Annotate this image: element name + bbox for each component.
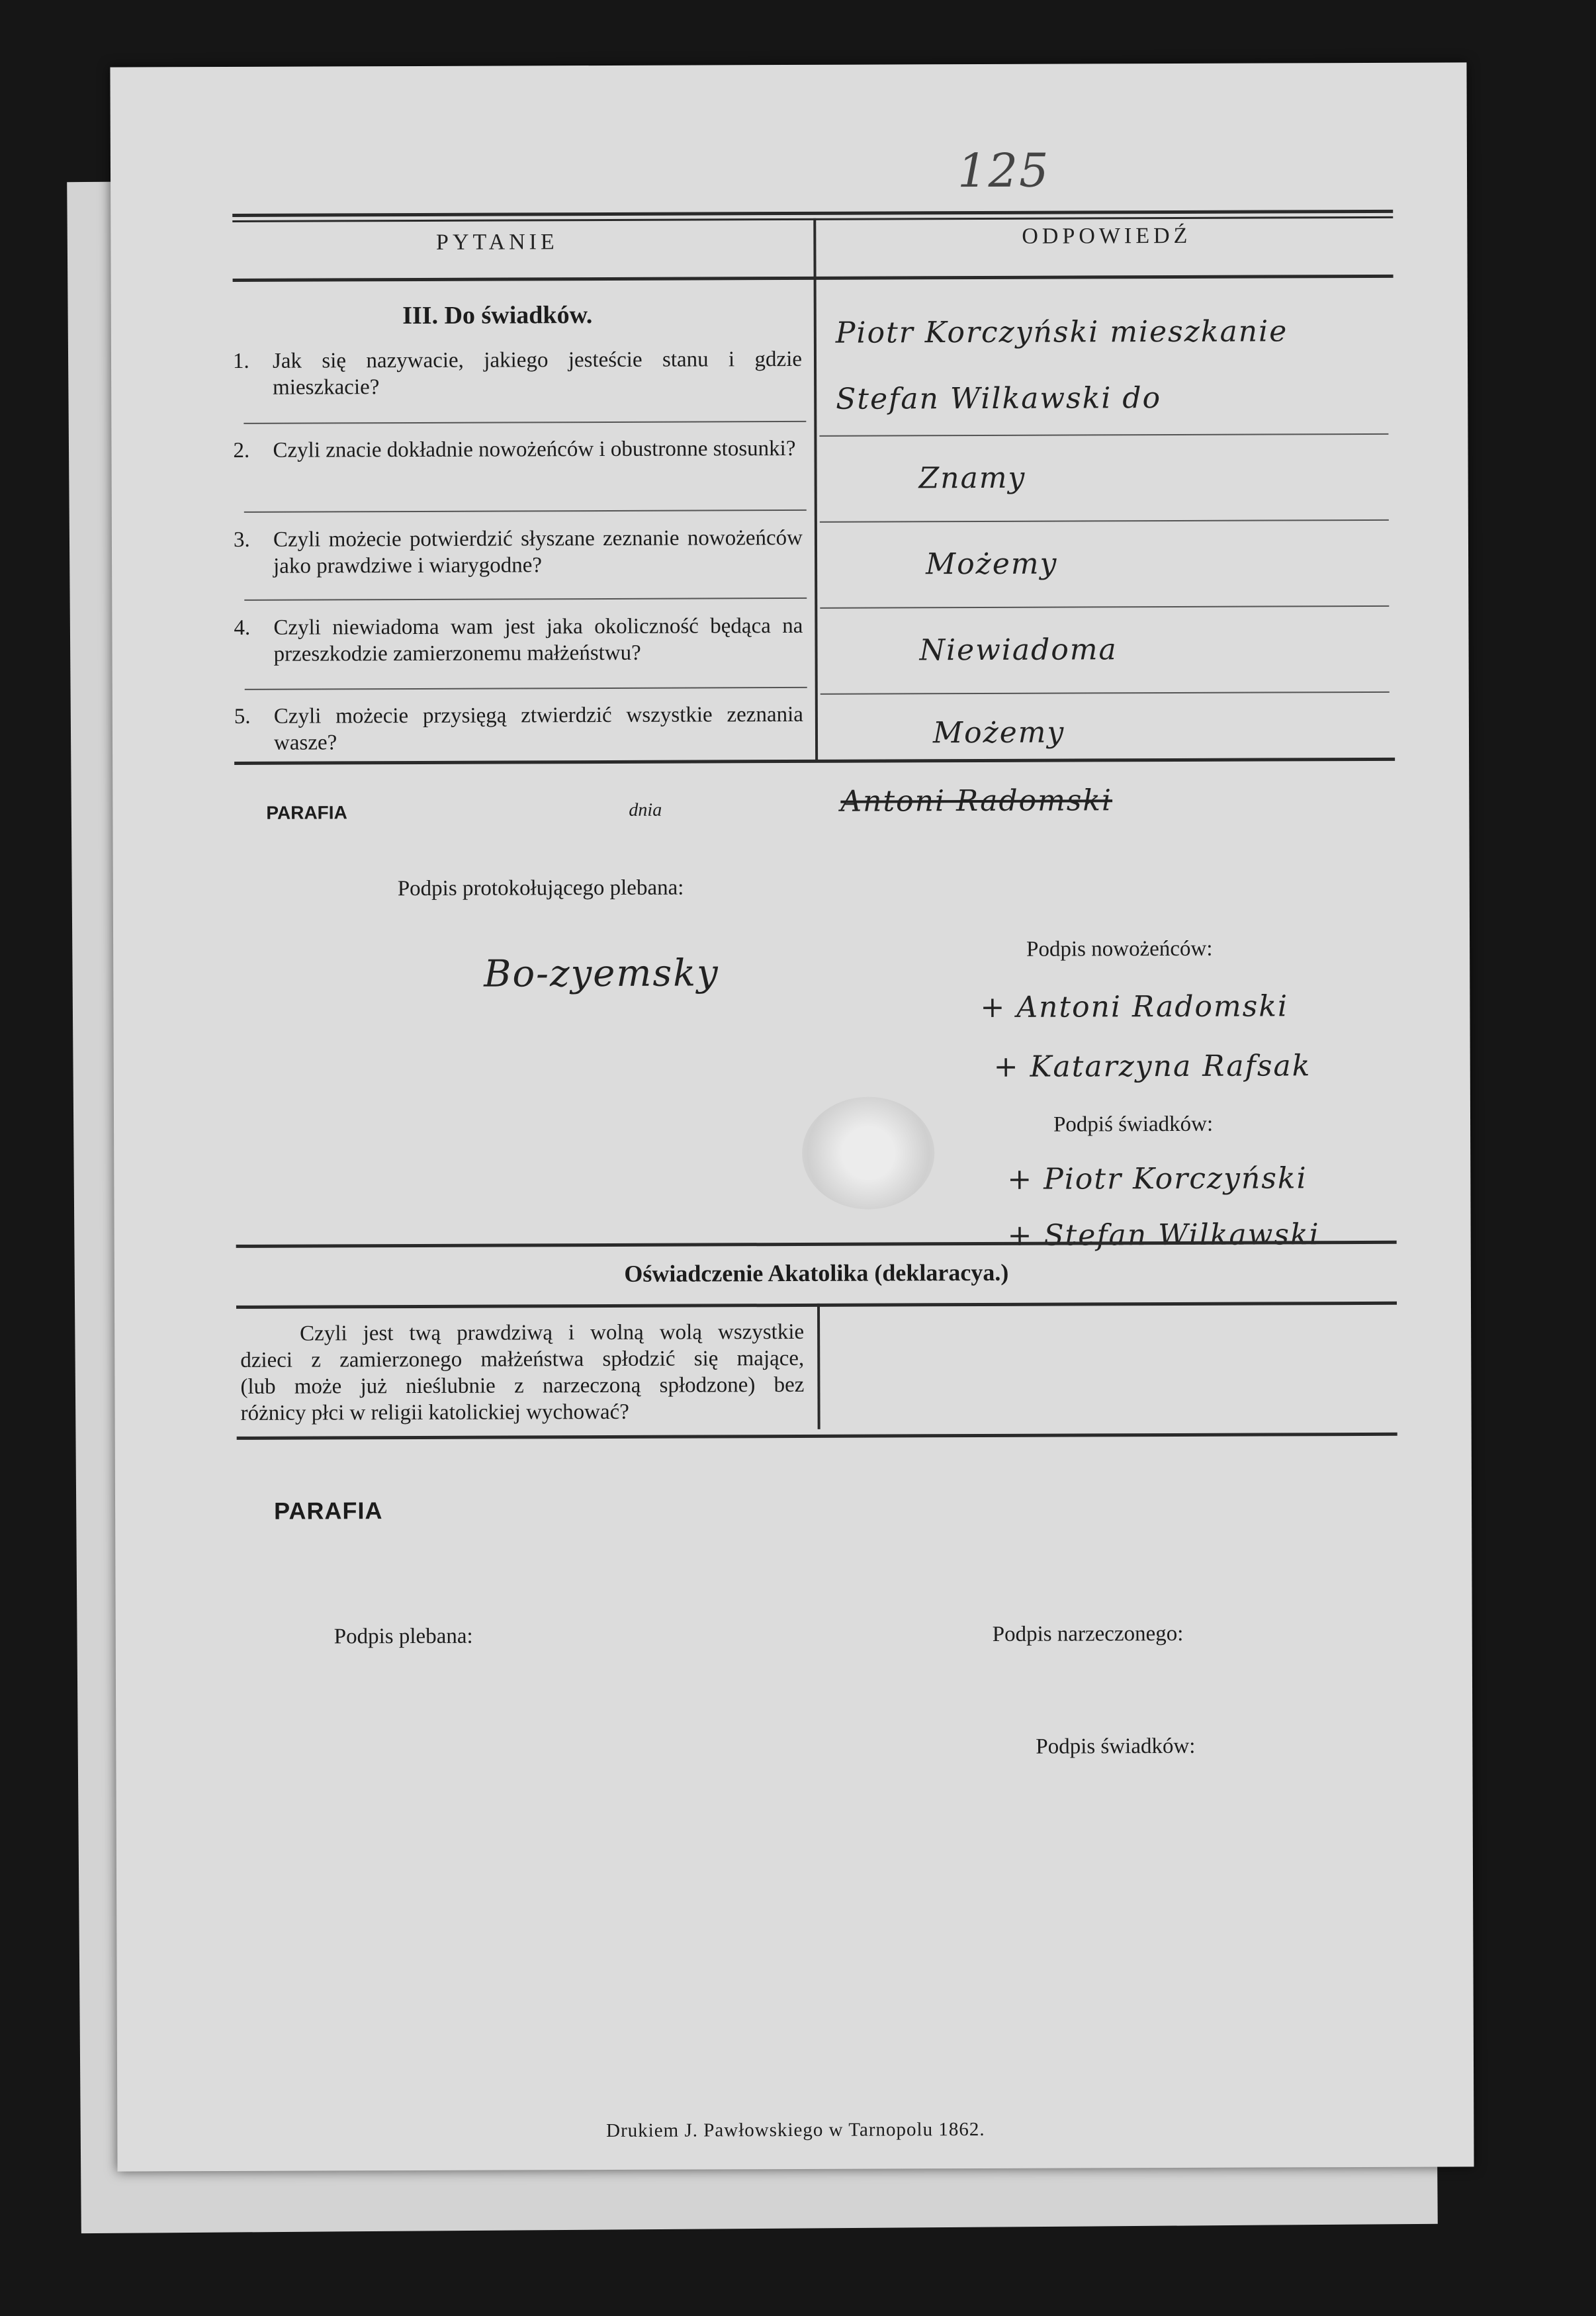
spouse-signature-2: + Katarzyna Rafsak xyxy=(993,1049,1311,1084)
parafia-2-label: PARAFIA xyxy=(274,1497,383,1525)
question-text: Czyli znacie dokładnie nowożeńców i obustronne stosunki? xyxy=(273,436,796,463)
priest-signature: Bo-zyemsky xyxy=(484,952,719,996)
question-4 xyxy=(234,613,803,674)
question-text: Jak się nazywacie, jakiego jesteście stanu i gdzie mieszkacie? xyxy=(272,347,803,400)
question-number: 1. xyxy=(232,349,249,373)
priest-signature-label: Podpis protokołującego plebana: xyxy=(397,875,684,901)
table-top-rule xyxy=(232,210,1393,217)
section-title: III. Do świadków. xyxy=(402,301,593,330)
declaration-line: różnicy płci w religii katolickiej wychować? xyxy=(240,1400,629,1425)
spouse-signature-1: + Antoni Radomski xyxy=(980,989,1289,1025)
declaration-line: Czyli jest twą prawdziwą i wolną wolą wszystkie xyxy=(300,1319,805,1346)
column-header-question: PYTANIE xyxy=(435,230,558,255)
row-divider xyxy=(244,421,806,424)
declaration-divider xyxy=(817,1304,820,1429)
witness-signature-2: + Stefan Wilkawski xyxy=(1007,1218,1320,1253)
answer-2: Znamy xyxy=(918,461,1026,496)
declaration-text xyxy=(240,1319,805,1427)
sheet-number: 125 xyxy=(957,143,1050,199)
column-header-answer: ODPOWIEDŹ xyxy=(1022,223,1192,249)
witnesses-2-signature-label: Podpis świadków: xyxy=(1036,1734,1196,1759)
question-text: Czyli niewiadoma wam jest jaka okoliczność będąca na przeszkodzie zamierzonemu małżeństwu? xyxy=(273,613,803,666)
question-1 xyxy=(233,346,802,408)
column-divider xyxy=(813,218,818,761)
answer-1-line-2: Stefan Wilkawski do xyxy=(836,381,1162,416)
declaration-line: (lub może już nieślubnie z narzeczoną spłodzone) bez xyxy=(240,1372,805,1399)
spouses-signature-label: Podpis nowożeńców: xyxy=(1026,936,1213,961)
question-5 xyxy=(234,701,803,763)
answer-row-divider xyxy=(820,605,1389,609)
answer-3: Możemy xyxy=(925,547,1058,582)
declaration-header-rule xyxy=(236,1302,1397,1309)
row-divider xyxy=(244,598,807,601)
question-3 xyxy=(234,525,803,586)
printer-footer: Drukiem J. Pawłowskiego w Tarnopolu 1862. xyxy=(606,2118,985,2141)
seal-stamp xyxy=(802,1096,935,1210)
question-text: Czyli możecie potwierdzić słyszane zeznanie nowożeńców jako prawdziwe i wiarygodne? xyxy=(273,525,803,578)
declaration-title: Oświadczenie Akatolika (deklaracya.) xyxy=(624,1259,1009,1287)
row-divider xyxy=(245,687,807,690)
signature-top: Antoni Radomski xyxy=(840,783,1113,819)
answer-row-divider xyxy=(819,433,1388,437)
question-2 xyxy=(233,435,802,497)
witness-signature-1: + Piotr Korczyński xyxy=(1007,1161,1308,1196)
question-number: 3. xyxy=(233,527,250,552)
witnesses-signature-label: Podpiś świadków: xyxy=(1053,1112,1214,1137)
dnia-label: dnia xyxy=(629,799,662,821)
priest-2-signature-label: Podpis plebana: xyxy=(333,1624,473,1649)
table-top-rule-2 xyxy=(232,216,1393,222)
question-number: 4. xyxy=(234,615,251,640)
parafia-label: PARAFIA xyxy=(266,802,347,823)
row-divider xyxy=(244,510,807,513)
answer-row-divider xyxy=(820,691,1390,695)
declaration-line: dzieci z zamierzonego małżeństwa spłodzić się mające, xyxy=(240,1346,805,1372)
question-number: 5. xyxy=(234,704,251,729)
document-page xyxy=(110,62,1474,2171)
answer-4: Niewiadoma xyxy=(919,633,1118,668)
question-number: 2. xyxy=(233,438,250,463)
answer-5: Możemy xyxy=(932,715,1065,750)
question-text: Czyli możecie przysięgą ztwierdzić wszystkie zeznania wasze? xyxy=(273,702,803,755)
answer-row-divider xyxy=(820,519,1389,523)
answer-1-line-1: Piotr Korczyński mieszkanie xyxy=(835,314,1288,350)
declaration-bottom-rule xyxy=(237,1433,1397,1440)
fiance-signature-label: Podpis narzeczonego: xyxy=(992,1621,1184,1646)
